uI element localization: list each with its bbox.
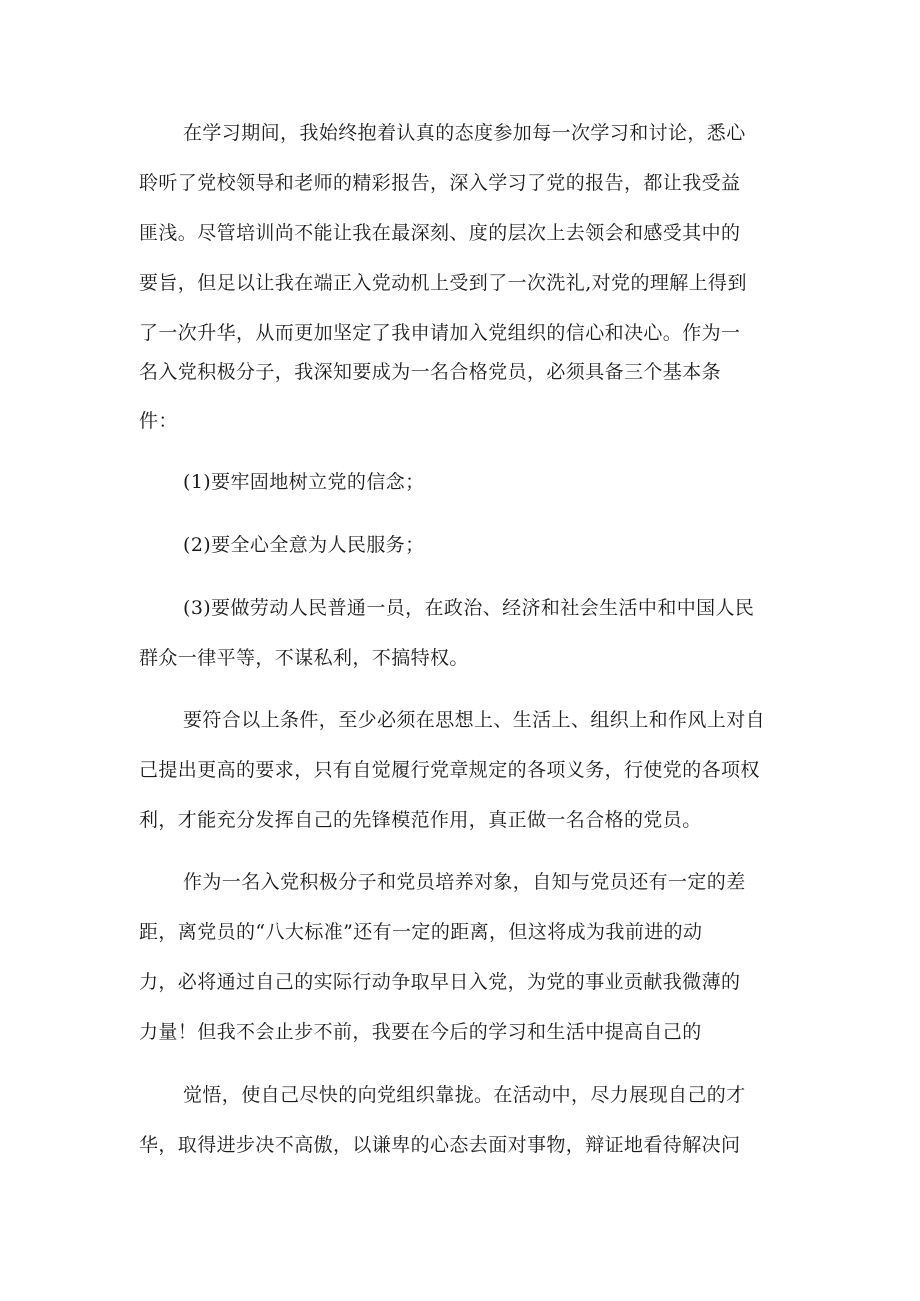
paragraph-line: 觉悟，使自己尽快的向党组织靠拢。在活动中，尽力展现自己的才 <box>183 1084 746 1106</box>
list-item-line: 群众一律平等，不谋私利，不搞特权。 <box>139 647 469 669</box>
paragraph-line: 件： <box>139 410 178 432</box>
paragraph-line: 利，才能充分发挥自己的先锋模范作用，真正做一名合格的党员。 <box>139 809 702 831</box>
paragraph-line: 力量！但我不会止步不前，我要在今后的学习和生活中提高自己的 <box>139 1021 702 1043</box>
list-item-line: (3)要做劳动人民普通一员，在政治、经济和社会生活中和中国人民 <box>183 597 755 619</box>
paragraph-line: 作为一名入党积极分子和党员培养对象，自知与党员还有一定的差 <box>183 871 746 893</box>
list-item-line: (2)要全心全意为人民服务； <box>183 534 425 556</box>
paragraph-line: 力，必将通过自己的实际行动争取早日入党，为党的事业贡献我微薄的 <box>139 971 741 993</box>
paragraph-line: 在学习期间，我始终抱着认真的态度参加每一次学习和讨论，悉心 <box>183 122 746 144</box>
paragraph-line: 聆听了党校领导和老师的精彩报告，深入学习了党的报告，都让我受益 <box>139 172 741 194</box>
paragraph-line: 距，离党员的“八大标准”还有一定的距离，但这将成为我前进的动 <box>139 921 703 943</box>
list-item-line: (1)要牢固地树立党的信念； <box>183 471 425 493</box>
paragraph-line: 华，取得进步决不高傲，以谦卑的心态去面对事物，辩证地看待解决问 <box>139 1134 741 1156</box>
paragraph-line: 名入党积极分子，我深知要成为一名合格党员，必须具备三个基本条 <box>139 361 722 383</box>
paragraph-line: 要旨，但足以让我在端正入党动机上受到了一次洗礼,对党的理解上得到 <box>139 272 747 294</box>
paragraph-line: 要符合以上条件，至少必须在思想上、生活上、组织上和作风上对自 <box>183 709 766 731</box>
paragraph-line: 了一次升华，从而更加坚定了我申请加入党组织的信心和决心。作为一 <box>139 322 741 344</box>
paragraph-line: 己提出更高的要求，只有自觉履行党章规定的各项义务，行使党的各项权 <box>139 759 760 781</box>
paragraph-line: 匪浅。尽管培训尚不能让我在最深刻、度的层次上去领会和感受其中的 <box>139 222 741 244</box>
